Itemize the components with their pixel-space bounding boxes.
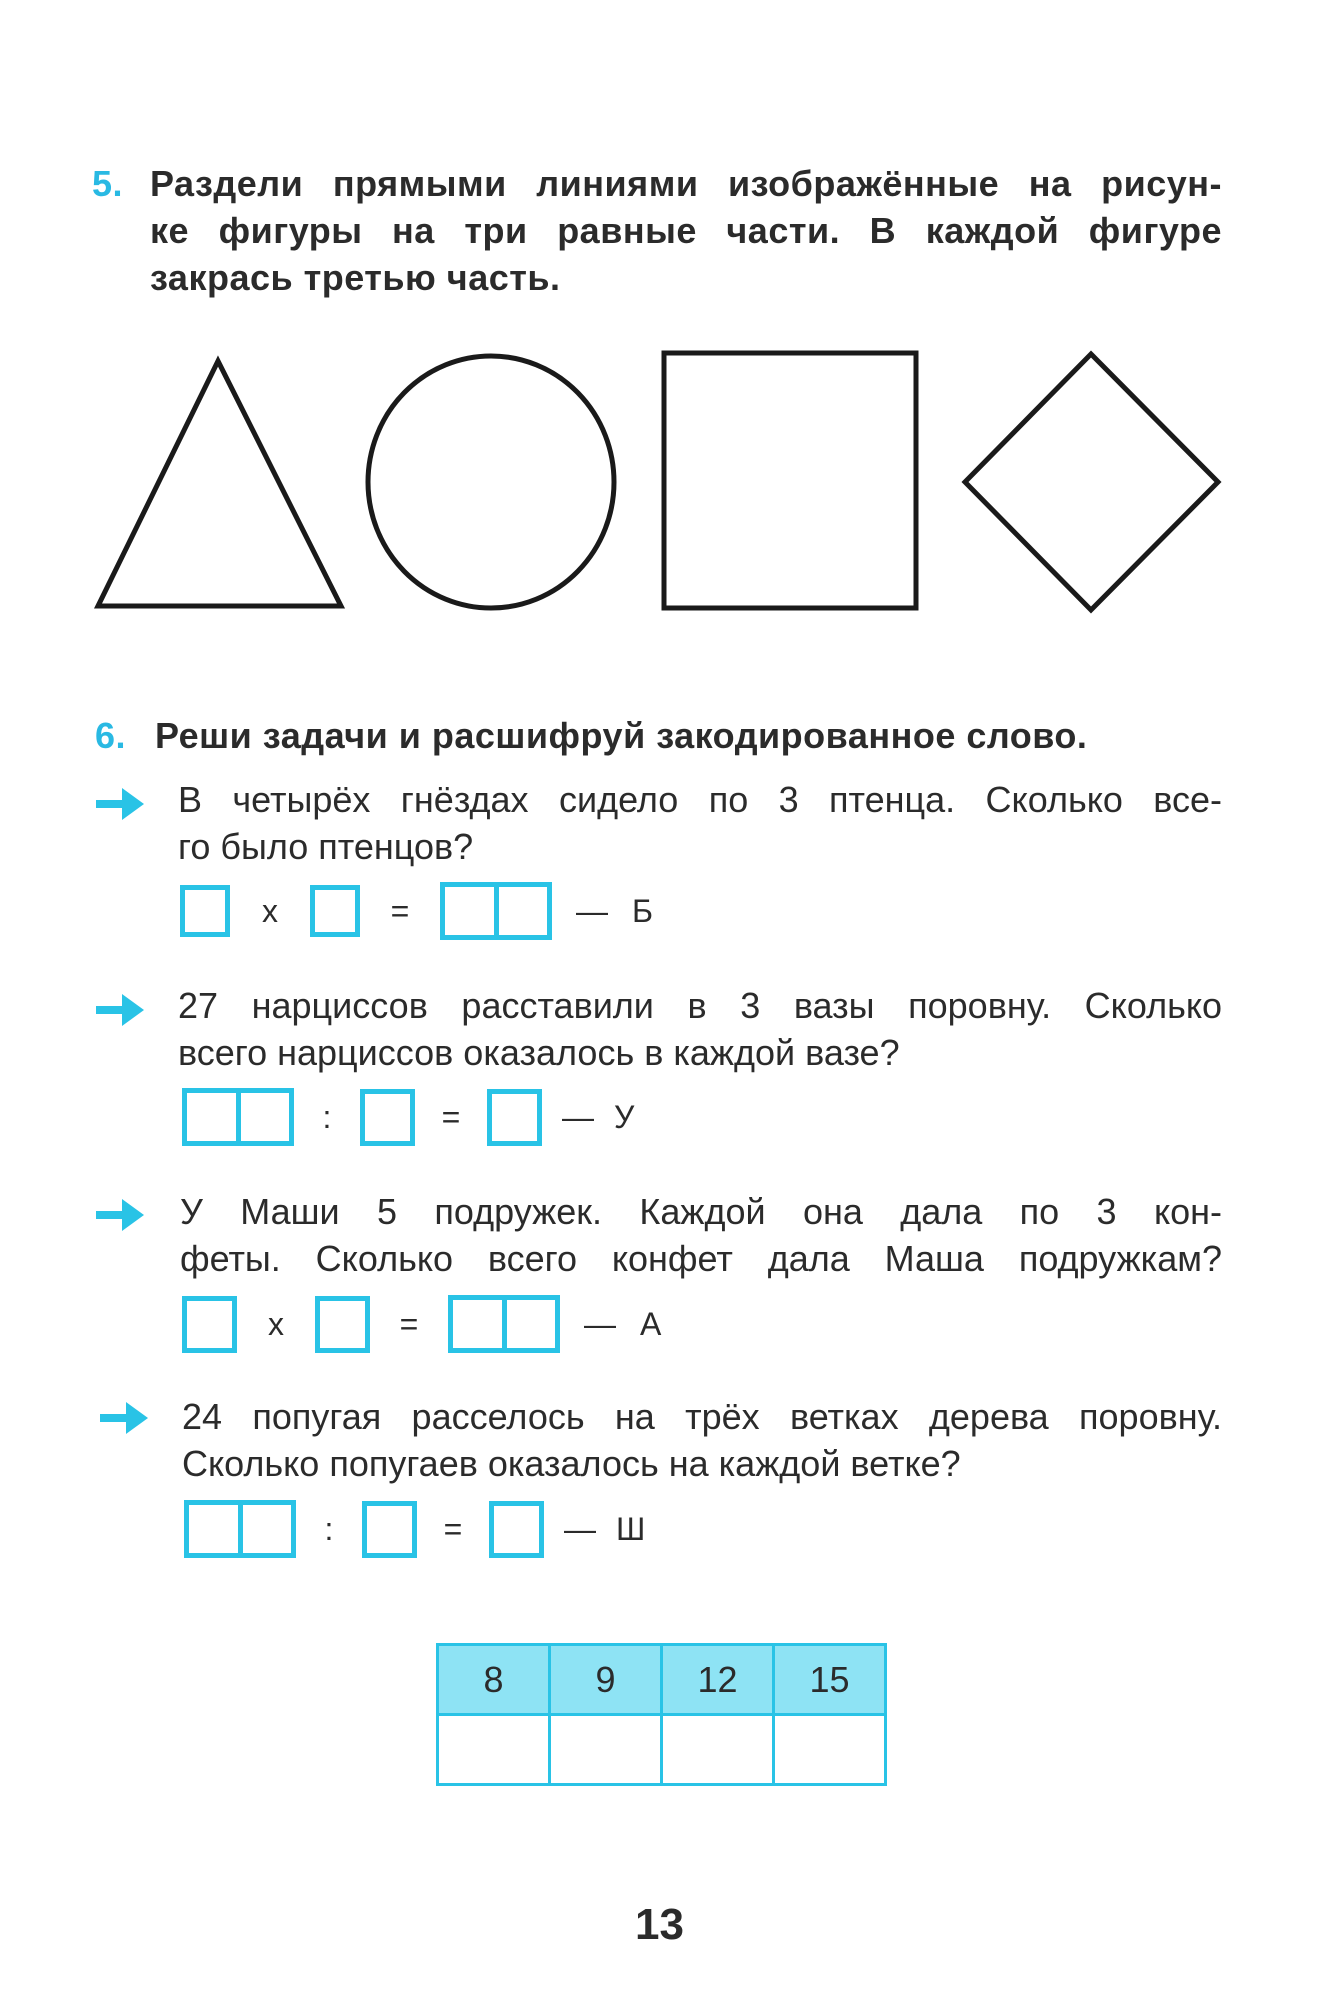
problem-4-equation bbox=[184, 1500, 645, 1558]
code-table bbox=[436, 1643, 887, 1786]
task6-number bbox=[95, 712, 126, 759]
answer-box-double[interactable] bbox=[440, 882, 552, 940]
dash: — bbox=[562, 1098, 594, 1135]
shapes-figure bbox=[0, 330, 1335, 630]
equals-sign: = bbox=[399, 1305, 419, 1342]
arrow-right-icon bbox=[96, 990, 146, 1030]
problem-3-equation bbox=[182, 1295, 661, 1353]
page-number: 13 bbox=[635, 1900, 684, 1949]
code-number-cell: 9 bbox=[550, 1645, 662, 1715]
answer-box-double[interactable] bbox=[184, 1500, 296, 1558]
task5-number bbox=[92, 160, 123, 207]
answer-box[interactable] bbox=[180, 885, 230, 937]
arrow-right-icon bbox=[96, 1195, 146, 1235]
problem-1-line-1: В четырёх гнёздах сидело по 3 птенца. Сколько все- bbox=[178, 779, 1222, 820]
code-letter: А bbox=[640, 1305, 662, 1342]
arrow-right-icon bbox=[96, 784, 146, 824]
equals-sign: = bbox=[390, 892, 410, 929]
answer-box[interactable] bbox=[360, 1089, 415, 1146]
answer-box[interactable] bbox=[487, 1089, 542, 1146]
circle-shape bbox=[368, 356, 614, 608]
code-letter: Ш bbox=[616, 1510, 646, 1547]
code-table-numbers-row bbox=[438, 1645, 886, 1715]
problem-1-line-2: го было птенцов? bbox=[178, 826, 474, 867]
task5-line-1: Раздели прямыми линиями изображённые на рисун- bbox=[150, 163, 1222, 204]
problem-2-equation bbox=[182, 1088, 634, 1146]
task5-line-2: ке фигуры на три равные части. В каждой фигуре bbox=[150, 210, 1222, 251]
answer-box[interactable] bbox=[315, 1296, 370, 1353]
operator: : bbox=[324, 1510, 334, 1547]
operator: : bbox=[322, 1098, 332, 1135]
problem-4-line-2: Сколько попугаев оказалось на каждой ветке? bbox=[182, 1443, 961, 1484]
answer-box[interactable] bbox=[362, 1501, 417, 1558]
arrow-right-icon bbox=[100, 1398, 150, 1438]
equals-sign: = bbox=[441, 1098, 461, 1135]
code-letter-cell[interactable] bbox=[774, 1715, 886, 1785]
equals-sign: = bbox=[443, 1510, 463, 1547]
task6-title: Реши задачи и расшифруй закодированное слово. bbox=[155, 715, 1088, 756]
problem-3-line-2: феты. Сколько всего конфет дала Маша подружкам? bbox=[180, 1238, 1222, 1279]
operator: x bbox=[262, 892, 278, 929]
problem-4-text bbox=[182, 1393, 1222, 1487]
problem-2-line-1: 27 нарциссов расставили в 3 вазы поровну. Сколько bbox=[178, 985, 1222, 1026]
problem-2-text bbox=[178, 982, 1222, 1076]
task5-text bbox=[150, 160, 1222, 301]
dash: — bbox=[576, 892, 608, 929]
code-letter-cell[interactable] bbox=[550, 1715, 662, 1785]
task5-number-label: 5. bbox=[92, 163, 124, 204]
code-number-cell: 12 bbox=[662, 1645, 774, 1715]
task5-line-3: закрась третью часть. bbox=[150, 257, 561, 298]
code-letter-cell[interactable] bbox=[438, 1715, 550, 1785]
problem-3-text bbox=[180, 1188, 1222, 1282]
code-number-cell: 15 bbox=[774, 1645, 886, 1715]
problem-3-line-1: У Маши 5 подружек. Каждой она дала по 3 кон- bbox=[180, 1191, 1222, 1232]
answer-box-double[interactable] bbox=[448, 1295, 560, 1353]
problem-1-equation bbox=[180, 882, 653, 940]
code-letter: У bbox=[614, 1098, 635, 1135]
dash: — bbox=[584, 1305, 616, 1342]
rhombus-shape bbox=[965, 354, 1218, 610]
square-shape bbox=[664, 353, 916, 608]
code-letter: Б bbox=[632, 892, 653, 929]
problem-1-text bbox=[178, 776, 1222, 870]
code-letter-cell[interactable] bbox=[662, 1715, 774, 1785]
answer-box-double[interactable] bbox=[182, 1088, 294, 1146]
problem-2-line-2: всего нарциссов оказалось в каждой вазе? bbox=[178, 1032, 900, 1073]
code-table-letters-row bbox=[438, 1715, 886, 1785]
triangle-shape bbox=[98, 361, 341, 606]
operator: x bbox=[268, 1305, 284, 1342]
dash: — bbox=[564, 1510, 596, 1547]
code-number-cell: 8 bbox=[438, 1645, 550, 1715]
answer-box[interactable] bbox=[182, 1296, 237, 1353]
answer-box[interactable] bbox=[310, 885, 360, 937]
answer-box[interactable] bbox=[489, 1501, 544, 1558]
problem-4-line-1: 24 попугая расселось на трёх ветках дерева поровну. bbox=[182, 1396, 1222, 1437]
task6-number-label: 6. bbox=[95, 715, 127, 756]
